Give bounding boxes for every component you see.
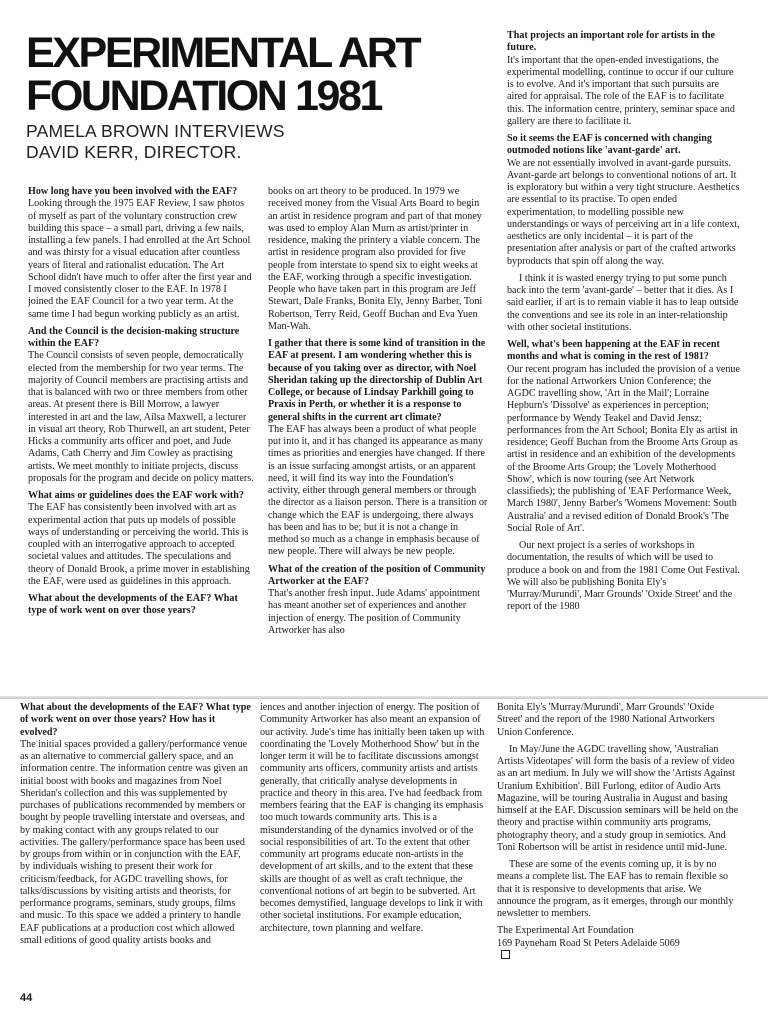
column-left — [28, 186, 254, 694]
question: What about the developments of the EAF? What type of work went on over those years? How has it evolved? — [20, 702, 251, 738]
answer: books on art theory to be produced. In 1979 we received money from the Visual Arts Board to begin an artist in residence program and part of that money was used to employ Alan Murn as artist/printer in residence, making the printery a viable concern. The artist in residence program also provided for five people from interstate to spend six to eight weeks at the EAF, working through a specific investigation. People who have taken part in this program are Jeff Stewart, Dale Franks, Bonita Ely, Jenny Barber, Toni Robertson, Terry Reid, Geoff Buchan and Eva Yuen Man-Wah. — [268, 186, 483, 332]
answer: iences and another injection of energy. The position of Community Artworker has also meant an expansion of our activity. Jude's time has initially been taken up with coordinating the 'Lovely Motherhood Show' but in the longer term it will be to facilitate discussions amongst community arts officers, community artists and artists generally, that critically analyse developments in practice and theory in this area. I've had feedback from members fearing that the EAF is changing its emphasis too much towards community arts. This is a misunderstanding of the dynamics involved or of the social responsibilities of art. To the extent that other community art programs educate non-artists in the development of art skills, and to the extent that these skills are thought of as well as craft technique, the conventional notions of art begin to be subverted. Art becomes demystified, language develops to link it with other societal institutions. For example education, architecture, town planning and welfare. — [260, 702, 485, 934]
street-address-text: 169 Payneham Road St Peters Adelaide 5069 — [497, 937, 680, 949]
column-right — [507, 30, 741, 694]
end-mark-square-icon — [501, 950, 510, 959]
column-bottom-left — [20, 702, 252, 988]
article-byline — [26, 121, 486, 163]
organisation-name: The Experimental Art Foundation — [497, 925, 634, 937]
answer: It's important that the open-ended investigations, the experimental modelling, continue to occur if our culture is to evolve. And it's important that such pursuits are aired for appraisal. The role of the EAF is to facilitate this. The information centre, printery, seminar space and gallery are there to facilitate it. — [507, 54, 735, 127]
question: What about the developments of the EAF? What type of work went on over those years? — [28, 593, 238, 617]
answer: The EAF has consistently been involved with art as experimental action that puts up models of possible ways of understanding or perceiving the world. This is coupled with an interrogative approach to accepted societal values and attitudes. The speculations and theory of Donald Brook, a prime mover in establishing the EAF, were used as guidelines in this approach. — [28, 502, 250, 587]
question: I gather that there is some kind of transition in the EAF at present. I am wondering whether this is because of you taking over as director, with Noel Sheridan taking up the directorship of Dublin Art College, or because of Lindsay Parkhill going to Praxis in Perth, or whether it is a response to general shifts in the current art climate? — [268, 338, 486, 423]
answer: Looking through the 1975 EAF Review, I saw photos of myself as part of the voluntary construction crew building this space – a small part, driving a few nails, installing a few panels. I had enrolled at the Art School and was thirsty for a visual education after countless years of literal and rationalist education. The Art School didn't have much to offer after the first year and I moved consistently closer to the EAF. In 1978 I joined the EAF Council for a two year term. At the same time I had begun working publicly as an artist. — [28, 198, 252, 320]
column-bottom-middle — [260, 702, 486, 988]
question: That projects an important role for artists in the future. — [507, 30, 716, 54]
question: So it seems the EAF is concerned with changing outmoded notions like 'avant-garde' art. — [507, 133, 712, 157]
answer: In May/June the AGDC travelling show, 'Australian Artists Videotapes' will form the basis of a review of video as an art medium. In July we will show the 'Artists Against Uranium Exhibition'. Bill Furlong, editor of Audio Arts Magazine, will be touring Australia in August and basing himself at the EAF. Discussion seminars will be held on the theory and practise within community arts programs, photography theory, and a study group in semiotics. And Toni Robertson will be artist in residence until mid-June. — [497, 743, 739, 853]
contact-address — [497, 925, 741, 959]
question: And the Council is the decision-making structure within the EAF? — [28, 325, 240, 349]
question: How long have you been involved with the EAF? — [28, 186, 238, 197]
answer: The initial spaces provided a gallery/performance venue as an alternative to commercial gallery space, and an information centre. The information centre was given an initial boost with books and magazines from Noel Sheridan's collection and this was supplemented by purchases of publications recommended by members or bought by people travelling interstate and overseas, and by making contact with any groups related to our activities. The gallery/performance space has been used by groups from within or in conjunction with the EAF, by individuals wishing to present their work for criticism/feedback, for AGDC travelling shows, for talks/discussions by visiting artists and theorists, for performance programs, seminars, study groups, films and music. To this space we added a printery to handle EAF publications at a production cost which allowed small editions of good quality artists books and — [20, 738, 248, 946]
byline-line-1: PAMELA BROWN INTERVIEWS — [26, 121, 285, 141]
byline-line-2: DAVID KERR, DIRECTOR. — [26, 142, 242, 162]
column-middle — [268, 186, 488, 694]
answer: I think it is wasted energy trying to put some punch back into the term 'avant-garde' – better that it dies. As I said earlier, if art is to remain viable it has to leap outside the conventions and see its role in an inter-relationship with other societal institutions. — [507, 272, 739, 333]
question: Well, what's been happening at the EAF in recent months and what is coming in the rest of 1981? — [507, 339, 720, 363]
answer: That's another fresh input. Jude Adams' appointment has meant another set of experiences and another injection of energy. The position of Community Artworker has also — [268, 588, 480, 636]
title-line-1: EXPERIMENTAL ART — [26, 29, 420, 77]
question: What aims or guidelines does the EAF work with? — [28, 490, 244, 501]
answer: These are some of the events coming up, it is by no means a complete list. The EAF has to remain flexible so that it is responsive to developments that arise. We announce the program, as it emerges, through our monthly newsletter to members. — [497, 859, 734, 919]
answer: The EAF has always been a product of what people put into it, and it has changed its appearance as many times as priorities and energies have changed. If there is an issue surfacing amongst artists, or an apparent need, it will find its way into the Foundation's activity, either through general members or through the director as a liaison person. There is a transition or change which the EAF is undergoing, there always has been and has to be; but it is not a change in method so much as a change in emphasis because of new people. There will always be new people. — [268, 423, 488, 558]
title-line-2: FOUNDATION 1981 — [26, 72, 382, 120]
answer: Bonita Ely's 'Murray/Murundi', Marr Grounds' 'Oxide Street' and the report of the 1980 National Artworkers Union Conference. — [497, 702, 715, 738]
answer: Our next project is a series of workshops in documentation, the results of which will be used to produce a book on and from the 1981 Come Out Festival. We will also be publishing Bonita Ely's 'Murray/Murundi', Marr Grounds' 'Oxide Street' and the report of the 1980 — [507, 540, 740, 613]
answer: The Council consists of seven people, democratically elected from the membership for two year terms. The majority of Council members are practising artists and that is balanced with two or three members from other areas. At present there is Bill Morrow, a lawyer interested in art and the law, Ailsa Maxwell, a lecturer in visual art theory, Rob Thurwell, an art student, Peter Hicks a community arts officer and poet, and Jude Adams, Cath Cherry and Jim Cowley as practising artists. We meet monthly to initiate projects, discuss proposals for the program and decide on policy matters. — [28, 350, 254, 484]
column-bottom-right — [497, 702, 741, 988]
answer: Our recent program has included the provision of a venue for the national Artworkers Union Conference; the AGDC travelling show, 'Art in the Mail'; Lorraine Hepburn's 'Dissolve' as experiences in perception; performance by Wendy Teakel and David Jensz; performances from the Art School; Bonita Ely as artist in residence; Geoff Buchan from the Broome Arts Group as artist in residence and an exhibition of the developments of the Broome Arts Group; the 'Lovely Motherhood Show', which is now touring (see Art Network classifieds); the publishing of 'EAF Performance Week, March 1980', Jenny Barber's 'Womens Movement: South Australia' and a revised edition of Donald Brook's 'The Social Role of Art'. — [507, 363, 740, 534]
answer: We are not essentially involved in avant-garde pursuits. Avant-garde art belongs to conventional notions of art. It is exploratory but within a very tight structure. Aesthetics are essential to its practise. To open ended experimentation, to modelling possible new understandings or ways of perceiving art in a life context, aesthetics are only incidental – it is part of the presentation after analysis or part of the crafted artworks byproducts that spin off along the way. — [507, 157, 740, 267]
article-title — [26, 29, 486, 120]
question: What of the creation of the position of Community Artworker at the EAF? — [268, 563, 486, 587]
street-address — [497, 938, 741, 959]
scan-seam-divider — [0, 696, 768, 699]
page-number: 44 — [20, 992, 33, 1004]
